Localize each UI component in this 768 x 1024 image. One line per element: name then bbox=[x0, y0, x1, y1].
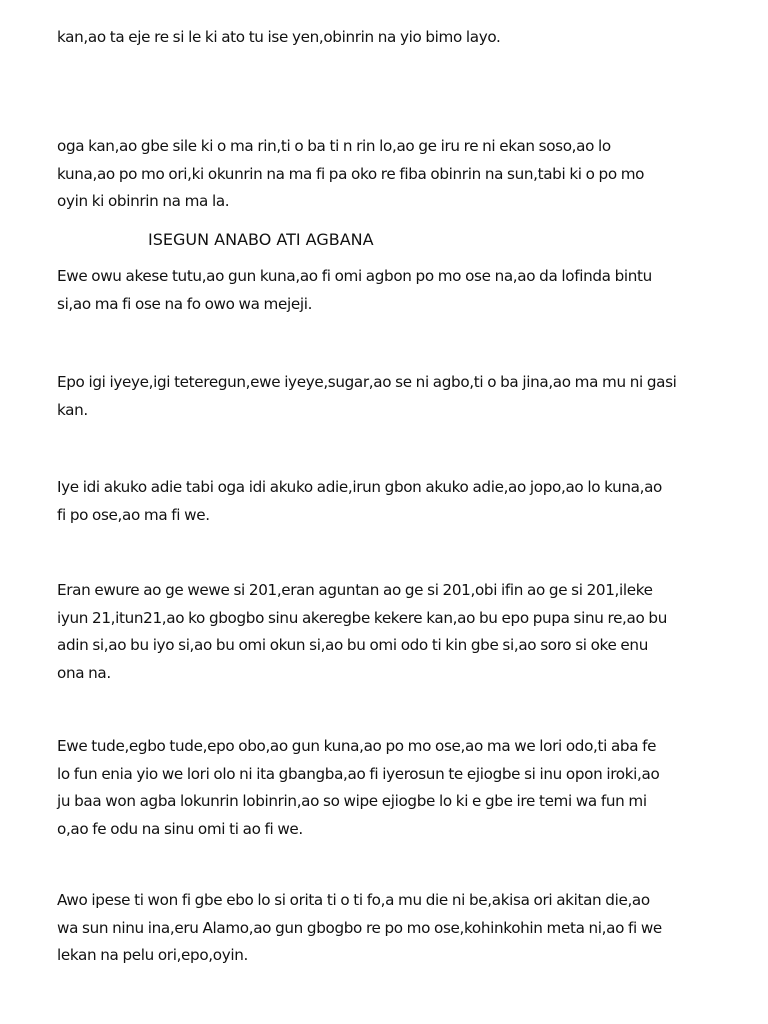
text-line: Awo ipese ti won fi gbe ebo lo si orita ti o ti fo,a mu die ni be,akisa ori akitan die,ao bbox=[57, 891, 650, 909]
text-line: Ewe owu akese tutu,ao gun kuna,ao fi omi agbon po mo ose na,ao da lofinda bintu bbox=[57, 267, 652, 285]
paragraph-7 bbox=[57, 733, 717, 843]
text-line: ona na. bbox=[57, 663, 111, 682]
text-line: iyun 21,itun21,ao ko gbogbo sinu akeregbe kekere kan,ao bu epo pupa sinu re,ao bu bbox=[57, 608, 667, 627]
paragraph-4 bbox=[57, 369, 717, 424]
text-line: si,ao ma fi ose na fo owo wa mejeji. bbox=[57, 294, 313, 313]
section-heading: ISEGUN ANABO ATI AGBANA bbox=[148, 230, 374, 249]
text-line: wa sun ninu ina,eru Alamo,ao gun gbogbo re po mo ose,kohinkohin meta ni,ao fi we bbox=[57, 918, 662, 937]
text-line: oga kan,ao gbe sile ki o ma rin,ti o ba ti n rin lo,ao ge iru re ni ekan soso,ao lo bbox=[57, 137, 611, 155]
paragraph-1 bbox=[57, 24, 717, 52]
text-line: kuna,ao po mo ori,ki okunrin na ma fi pa oko re fiba obinrin na sun,tabi ki o po mo bbox=[57, 164, 645, 183]
text-line: adin si,ao bu iyo si,ao bu omi okun si,ao bu omi odo ti kin gbe si,ao soro si oke enu bbox=[57, 636, 648, 654]
paragraph-5 bbox=[57, 474, 717, 529]
text-line: kan,ao ta eje re si le ki ato tu ise yen,obinrin na yio bimo layo. bbox=[57, 28, 501, 46]
paragraph-3 bbox=[57, 263, 717, 318]
text-line: lekan na pelu ori,epo,oyin. bbox=[57, 946, 248, 964]
text-line: Iye idi akuko adie tabi oga idi akuko adie,irun gbon akuko adie,ao jopo,ao lo kuna,ao bbox=[57, 478, 662, 496]
paragraph-8 bbox=[57, 887, 717, 970]
text-line: lo fun enia yio we lori olo ni ita gbangba,ao fi iyerosun te ejiogbe si inu opon iroki,ao bbox=[57, 764, 660, 783]
text-line: Epo igi iyeye,igi teteregun,ewe iyeye,sugar,ao se ni agbo,ti o ba jina,ao ma mu ni gasi bbox=[57, 373, 677, 391]
text-line: o,ao fe odu na sinu omi ti ao fi we. bbox=[57, 819, 303, 838]
text-line: fi po ose,ao ma fi we. bbox=[57, 505, 210, 524]
paragraph-2 bbox=[57, 133, 717, 216]
text-line: ju baa won agba lokunrin lobinrin,ao so wipe ejiogbe lo ki e gbe ire temi wa fun mi bbox=[57, 792, 647, 810]
paragraph-6 bbox=[57, 577, 717, 687]
text-line: oyin ki obinrin na ma la. bbox=[57, 192, 230, 210]
text-line: kan. bbox=[57, 400, 88, 419]
text-line: Ewe tude,egbo tude,epo obo,ao gun kuna,ao po mo ose,ao ma we lori odo,ti aba fe bbox=[57, 737, 657, 755]
text-line: Eran ewure ao ge wewe si 201,eran aguntan ao ge si 201,obi ifin ao ge si 201,ileke bbox=[57, 581, 653, 599]
